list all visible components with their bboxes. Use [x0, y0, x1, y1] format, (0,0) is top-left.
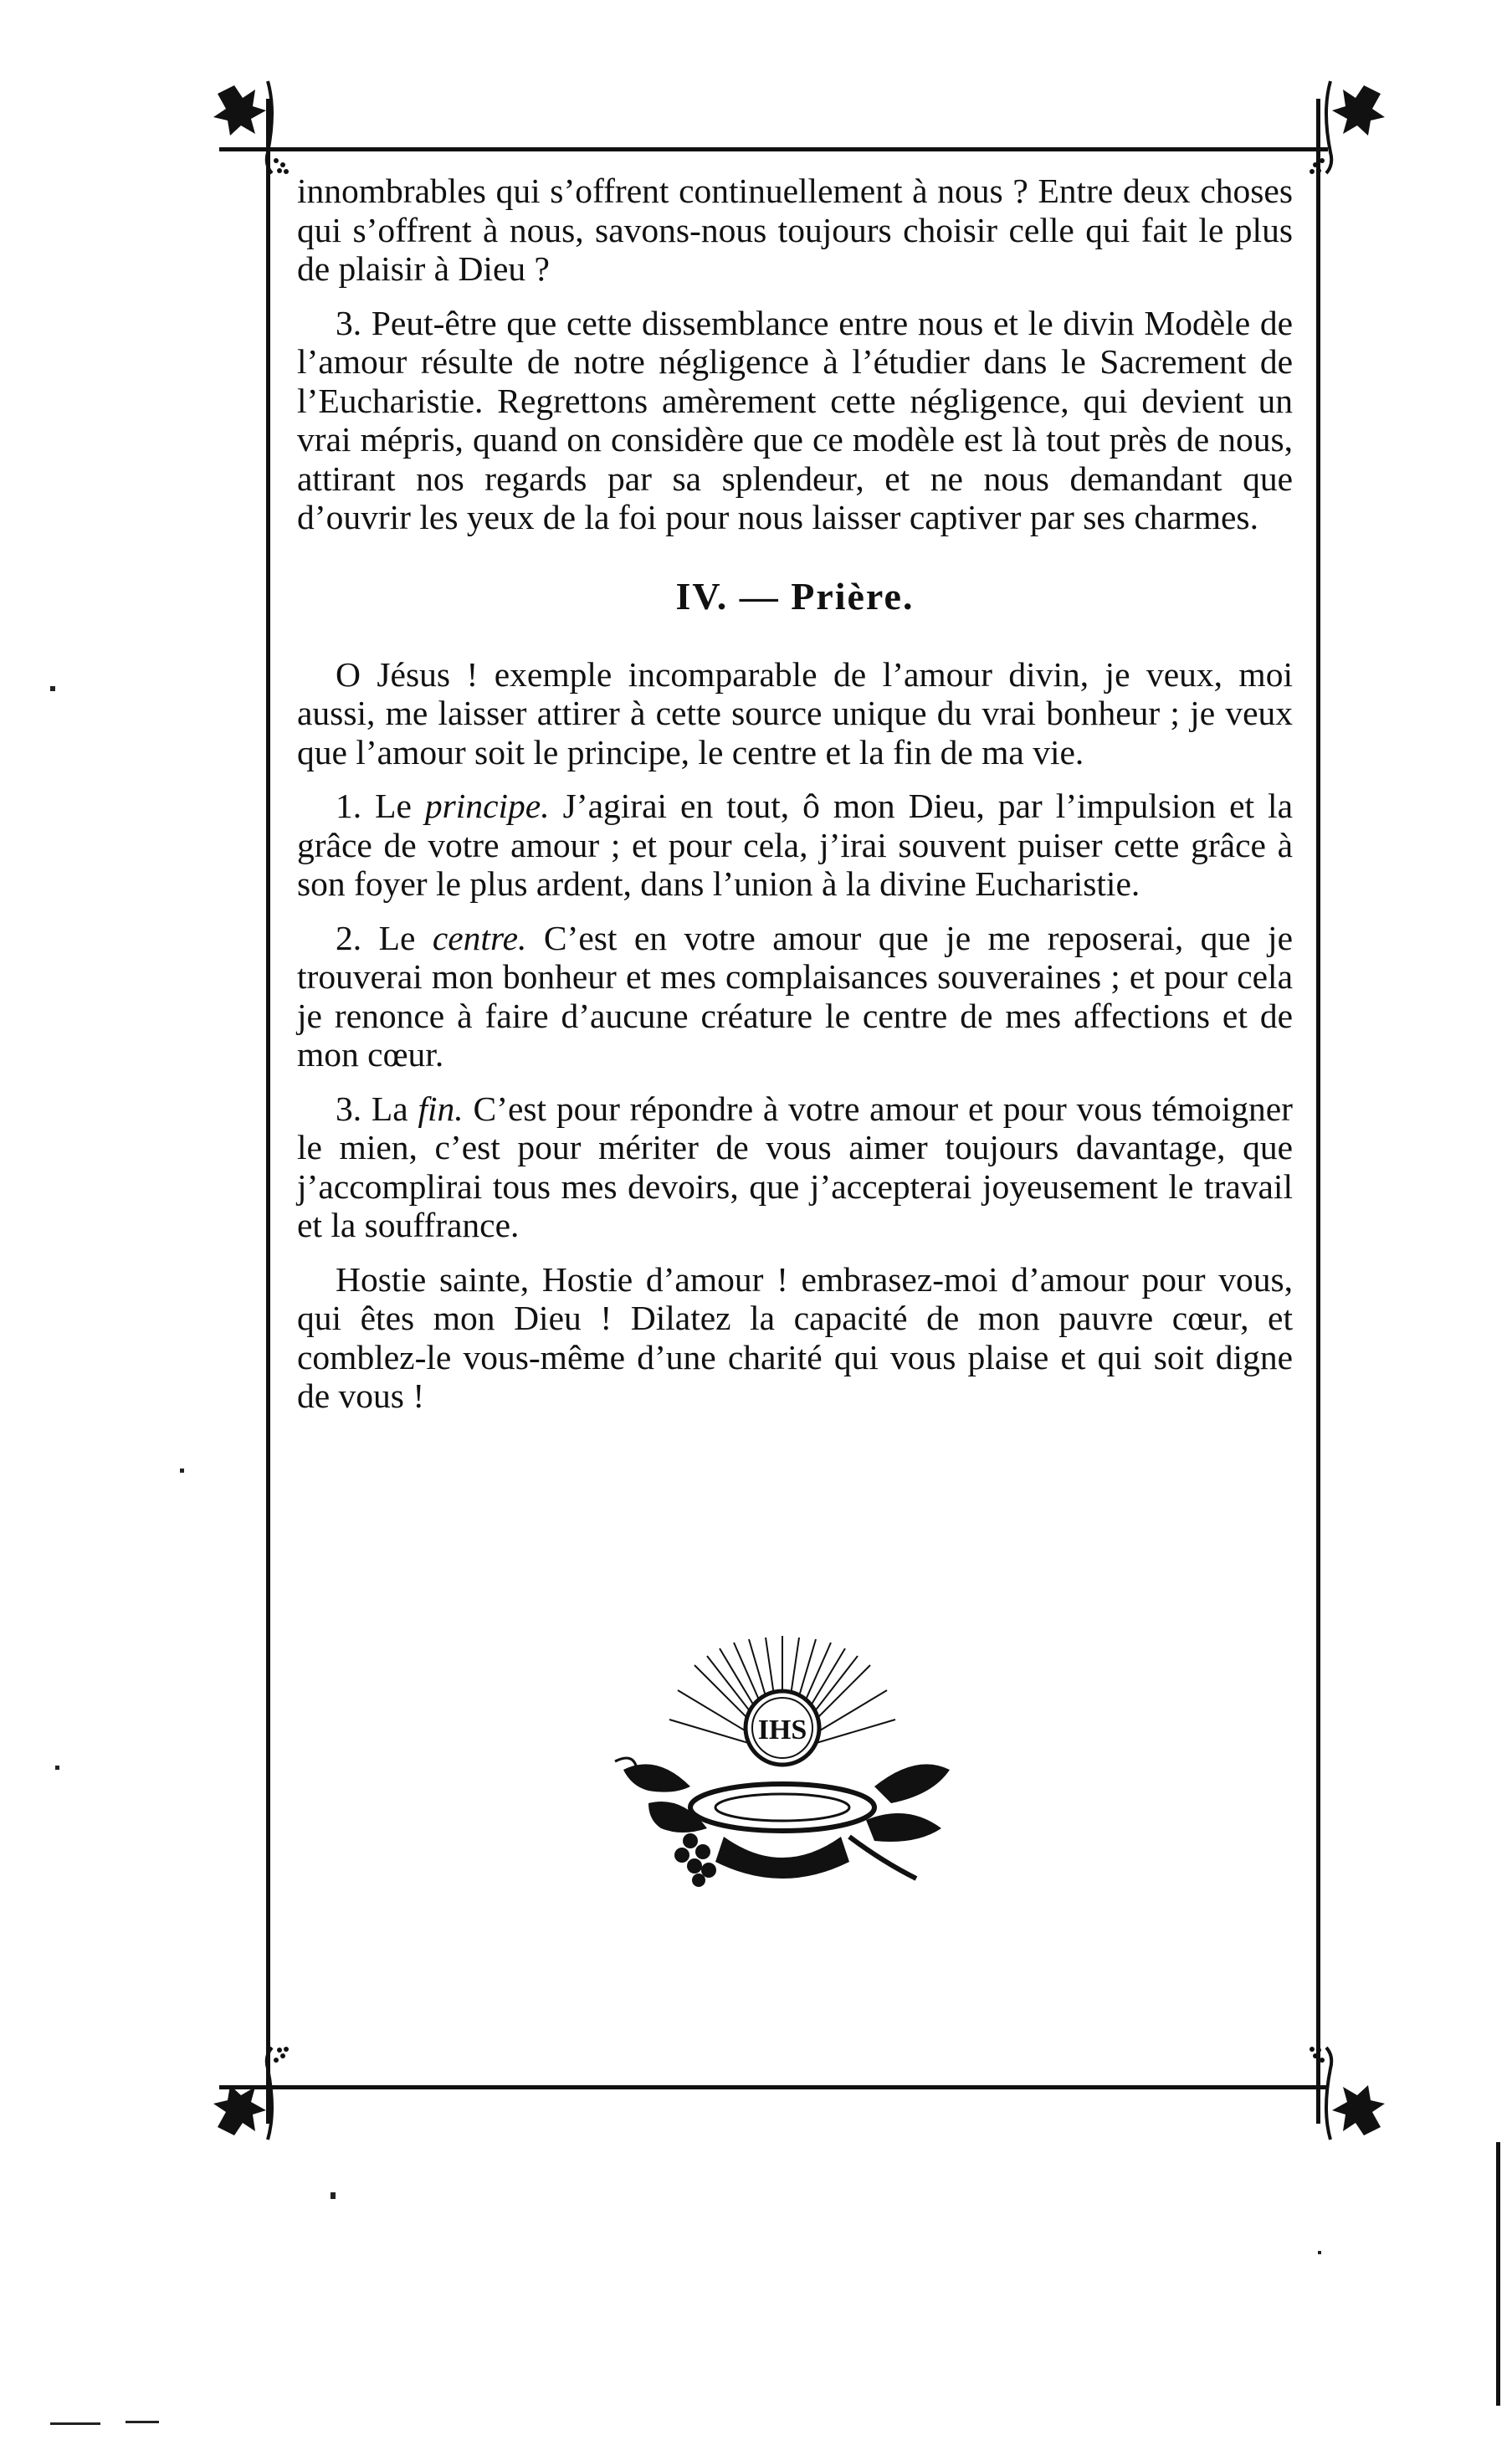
item-keyword: fin. [418, 1089, 464, 1128]
scan-speck [126, 2421, 159, 2423]
page-body [297, 172, 1293, 1431]
vine-leaf-corner-icon [209, 2043, 310, 2144]
closing-paragraph: Hostie sainte, Hostie d’amour ! embrasez-moi d’amour pour vous, qui êtes mon Dieu ! Dilatez la capacité de mon pauvre cœur, et comblez-le vous-même d’une charité qui vous plaise et qui soit digne de vous ! [297, 1259, 1293, 1415]
scan-speck [50, 2422, 100, 2425]
prayer-item-principe [297, 787, 1293, 904]
item-lead: 2. Le [336, 918, 433, 957]
frame-right-rule [1316, 99, 1320, 2124]
section-heading: IV. — Prière. [675, 574, 915, 618]
item-lead: 3. La [336, 1089, 418, 1128]
host-monogram: IHS [757, 1715, 807, 1745]
item-keyword: principe. [424, 787, 550, 825]
scan-speck [1318, 2251, 1321, 2254]
item-text: J’agirai en tout, ô mon Dieu, par l’impulsion et la grâce de votre amour ; et pour cela, j’irai souvent puiser cette grâce à son foyer le plus ardent, dans l’union à la divine Eucharistie. [297, 787, 1293, 903]
vine-leaf-corner-icon [209, 77, 310, 177]
prayer-item-centre [297, 919, 1293, 1074]
scan-speck [180, 1469, 184, 1473]
item-text: C’est pour répondre à votre amour et pour vous témoigner le mien, c’est pour mériter de vous aimer toujours davantage, que j’accomplirai tous mes devoirs, que j’accepterai joyeusement le travail et la souffrance. [297, 1089, 1293, 1244]
prayer-item-fin [297, 1089, 1293, 1245]
point-3-paragraph: 3. Peut-être que cette dissemblance entre nous et le divin Modèle de l’amour résulte de notre négligence à l’étudier dans le Sacrement de l’Eucharistie. Regrettons amèrement cette négligence, qui devient un vrai mépris, quand on considère que ce modèle est là tout près de nous, attirant nos regards par sa splendeur, et ne nous demandant que d’ouvrir les yeux de la foi pour nous laisser captiver par ses charmes. [297, 303, 1293, 536]
prayer-intro-paragraph: O Jésus ! exemple incomparable de l’amour divin, je veux, moi aussi, me laisser attirer à cette source unique du vrai bonheur ; je veux que l’amour soit le principe, le centre et la fin de ma vie. [297, 654, 1293, 771]
frame-left-rule [266, 99, 270, 2124]
item-keyword: centre. [432, 918, 527, 957]
page-edge-mark [1496, 2142, 1500, 2406]
scan-speck [50, 686, 55, 691]
vine-leaf-corner-icon [1289, 2043, 1389, 2144]
item-text: C’est en votre amour que je me reposerai, que je trouverai mon bonheur et mes complaisances souveraines ; et pour cela je renonce à faire d’aucune créature le centre de mes affections et de mon cœur. [297, 918, 1294, 1074]
frame-top-rule [219, 147, 1328, 151]
vine-leaf-corner-icon [1289, 77, 1389, 177]
continuation-paragraph: innombrables qui s’offrent continuellement à nous ? Entre deux choses qui s’offrent à nous, savons-nous toujours choisir celle qui fait le plus de plaisir à Dieu ? [297, 172, 1293, 288]
scan-speck [331, 2192, 336, 2199]
eucharist-host-emblem-icon [598, 1628, 966, 1904]
scan-speck [55, 1766, 59, 1770]
frame-bottom-rule [219, 2085, 1328, 2089]
item-lead: 1. Le [336, 787, 425, 825]
